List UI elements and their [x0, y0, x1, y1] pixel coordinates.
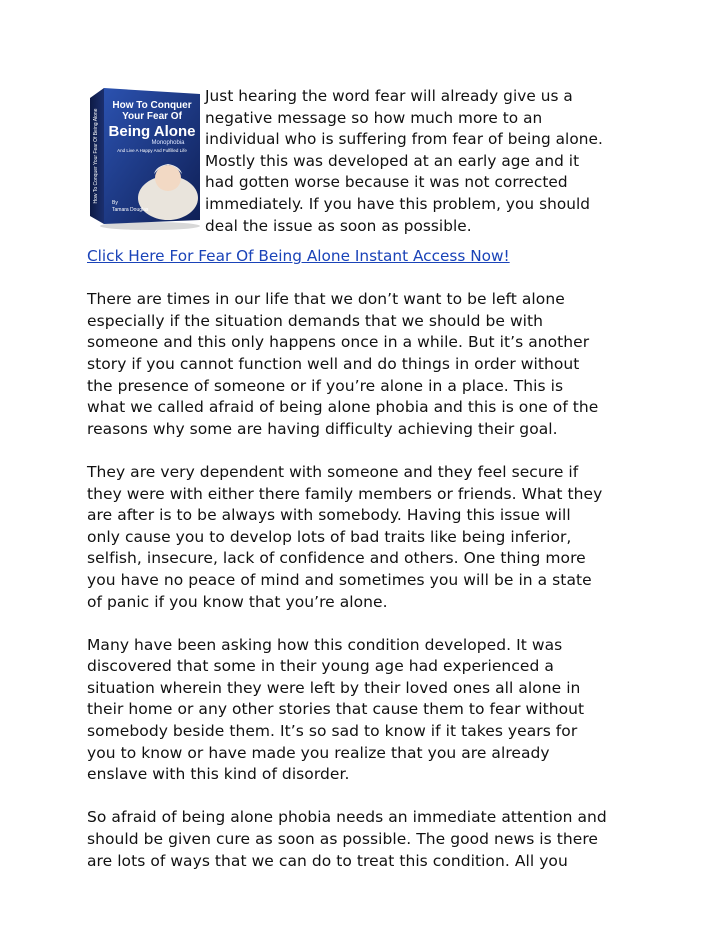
paragraph-line: reasons why some are having difficulty achieving their goal. [87, 419, 558, 438]
paragraph-line: only cause you to develop lots of bad traits like being inferior, [87, 527, 572, 546]
book-author-name: Tamara Douglas [112, 207, 149, 213]
body-paragraph [87, 635, 657, 786]
paragraph-line: Many have been asking how this condition developed. It was [87, 635, 563, 654]
intro-line: individual who is suffering from fear of being alone. [205, 130, 603, 149]
intro-line: negative message so how much more to an [205, 108, 543, 127]
intro-paragraph [205, 86, 657, 237]
document-page [87, 86, 657, 872]
intro-line: deal the issue as soon as possible. [205, 216, 472, 235]
book-tagline: And Live A Happy And Fulfilled Life [117, 148, 187, 153]
intro-line: had gotten worse because it was not corrected [205, 173, 568, 192]
paragraph-line: their home or any other stories that cause them to fear without [87, 700, 585, 719]
paragraph-line: especially if the situation demands that we should be with [87, 311, 544, 330]
paragraph-line: what we called afraid of being alone phobia and this is one of the [87, 398, 599, 417]
book-spine-text: How To Conquer Your Fear Of Being Alone [93, 108, 99, 204]
paragraph-line: somebody beside them. It’s so sad to know if it takes years for [87, 722, 578, 741]
paragraph-line: they were with either there family members or friends. What they [87, 484, 603, 503]
paragraph-line: situation wherein they were left by their loved ones all alone in [87, 678, 581, 697]
paragraph-line: are lots of ways that we can do to treat this condition. All you [87, 851, 568, 870]
intro-line: Just hearing the word fear will already give us a [205, 87, 573, 105]
book-cover-image [90, 86, 202, 231]
paragraph-line: enslave with this kind of disorder. [87, 765, 350, 784]
intro-section [87, 86, 657, 236]
book-title-line1: How To Conquer [112, 100, 192, 111]
paragraph-line: There are times in our life that we don’t want to be left alone [87, 290, 565, 309]
paragraph-line: So afraid of being alone phobia needs an immediate attention and [87, 808, 607, 827]
paragraph-line: are after is to be always with somebody. Having this issue will [87, 506, 571, 525]
book-title-big: Being Alone [108, 123, 196, 140]
paragraph-line: story if you cannot function well and do things in order without [87, 354, 580, 373]
paragraph-line: should be given cure as soon as possible. The good news is there [87, 830, 599, 849]
paragraph-line: you have no peace of mind and sometimes you will be in a state [87, 570, 592, 589]
intro-line: immediately. If you have this problem, you should [205, 194, 591, 213]
book-title-line2: Your Fear Of [122, 111, 182, 122]
paragraph-line: someone and this only happens once in a while. But it’s another [87, 333, 590, 352]
paragraph-line: They are very dependent with someone and they feel secure if [87, 462, 579, 481]
book-subtitle: Monophobia [151, 140, 185, 146]
body-paragraph [87, 807, 657, 872]
instant-access-link[interactable]: Click Here For Fear Of Being Alone Instant Access Now! [87, 247, 510, 265]
intro-line: Mostly this was developed at an early age and it [205, 151, 580, 170]
paragraph-line: you to know or have made you realize that you are already [87, 743, 550, 762]
body-paragraph [87, 462, 657, 613]
paragraph-line: of panic if you know that you’re alone. [87, 592, 388, 611]
paragraph-line: selfish, insecure, lack of confidence and others. One thing more [87, 549, 586, 568]
body-paragraph [87, 289, 657, 440]
body-text [87, 289, 657, 872]
paragraph-line: discovered that some in their young age had experienced a [87, 657, 554, 676]
book-author-by: By [112, 200, 118, 206]
paragraph-line: the presence of someone or if you’re alone in a place. This is [87, 376, 564, 395]
